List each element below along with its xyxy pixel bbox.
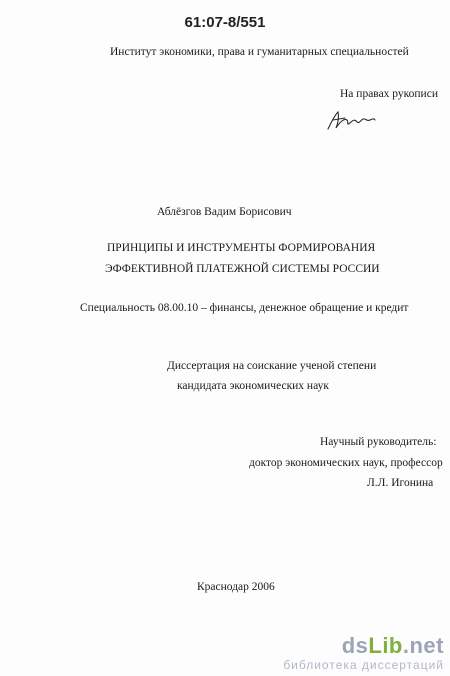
institute-name: Институт экономики, права и гуманитарных специальностей (110, 46, 409, 58)
catalog-stamp: 61:07-8/551 (184, 14, 266, 31)
supervisor-name: Л.Л. Игонина (367, 477, 434, 489)
supervisor-label: Научный руководитель: (320, 436, 437, 448)
author-name: Аблёзгов Вадим Борисович (157, 206, 292, 218)
thesis-title-line-1: ПРИНЦИПЫ И ИНСТРУМЕНТЫ ФОРМИРОВАНИЯ (107, 242, 376, 254)
dslib-watermark (283, 634, 444, 672)
place-and-year: Краснодар 2006 (197, 581, 275, 593)
manuscript-note: На правах рукописи (340, 88, 438, 100)
degree-line-2: кандидата экономических наук (177, 380, 329, 392)
watermark-logo-lib: Lib (368, 633, 403, 658)
watermark-logo-net: .net (402, 633, 444, 658)
thesis-title-line-2: ЭФФЕКТИВНОЙ ПЛАТЕЖНОЙ СИСТЕМЫ РОССИИ (105, 263, 380, 275)
watermark-logo-ds: ds (341, 633, 369, 658)
degree-line-1: Диссертация на соискание ученой степени (167, 360, 377, 372)
supervisor-title: доктор экономических наук, профессор (249, 457, 443, 469)
handwritten-signature (325, 108, 377, 132)
watermark-logo (283, 634, 444, 658)
watermark-subtitle: библиотека диссертаций (283, 658, 444, 672)
specialty: Специальность 08.00.10 – финансы, денежное обращение и кредит (80, 302, 409, 314)
